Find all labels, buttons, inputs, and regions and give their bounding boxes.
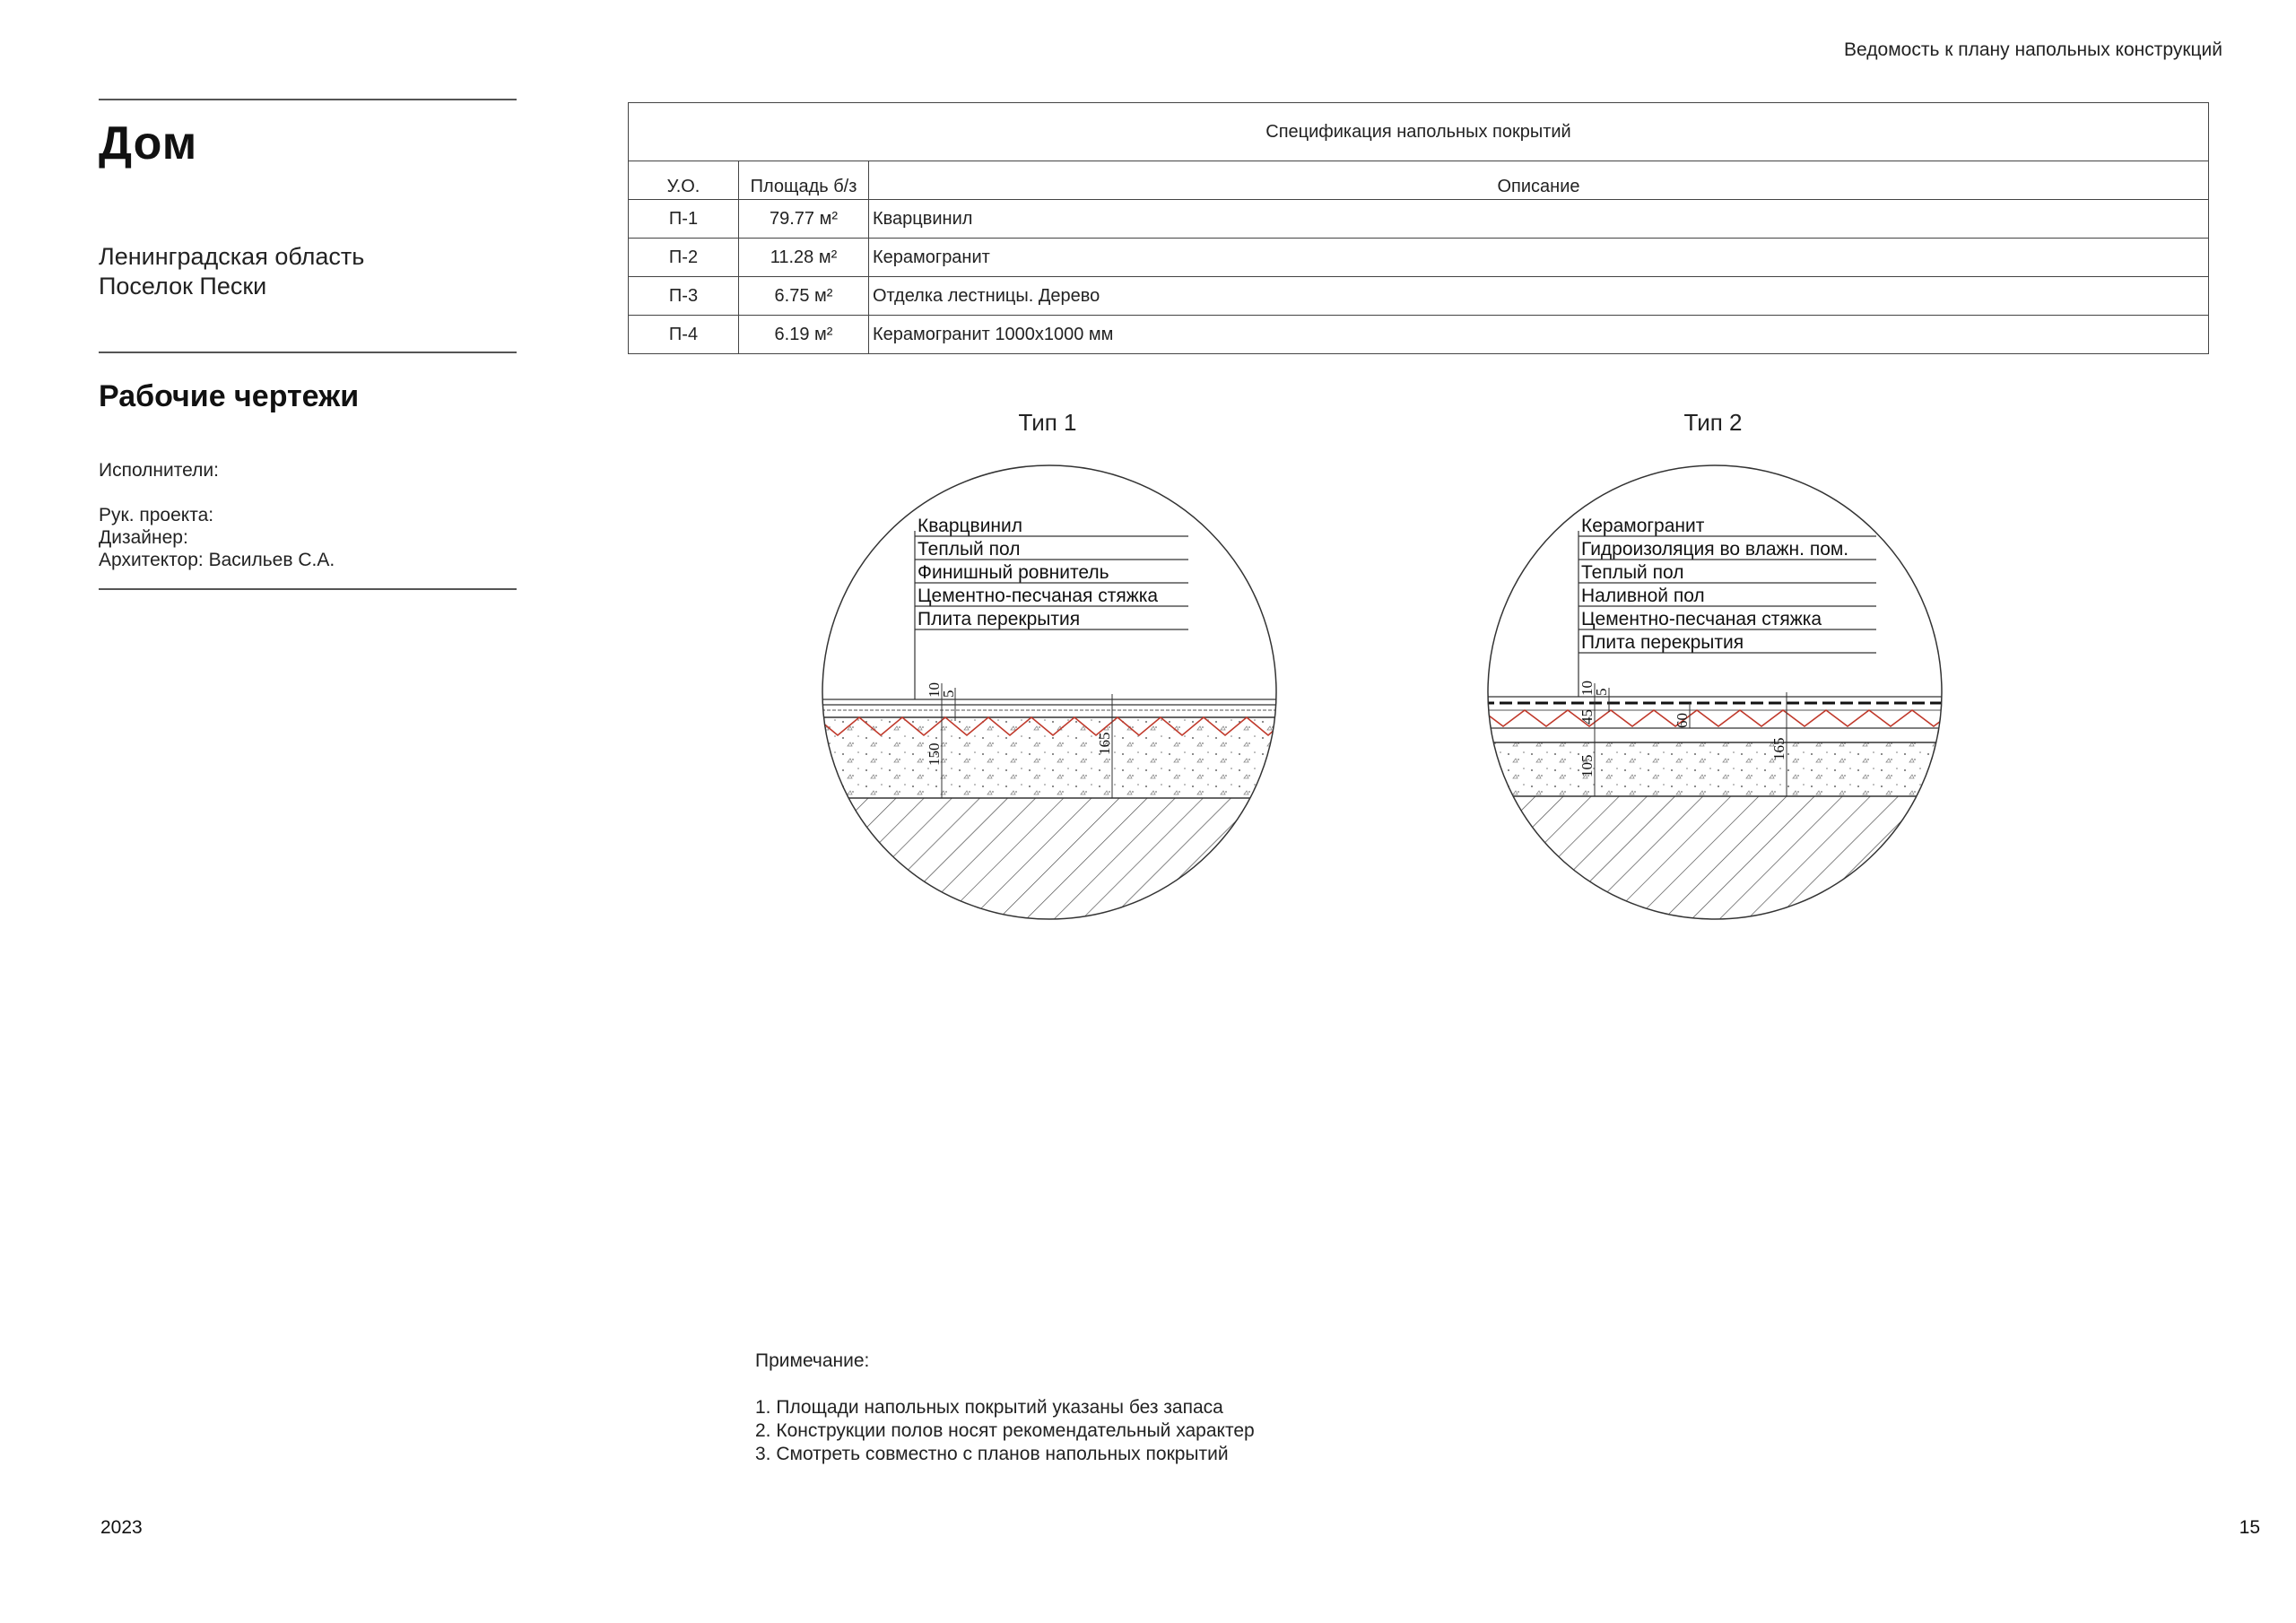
- address-line-1: Ленинградская область: [99, 243, 365, 270]
- divider-middle: [99, 352, 517, 353]
- divider-bottom: [99, 588, 517, 590]
- row-id: П-4: [629, 316, 739, 354]
- row-area: 6.19 м²: [739, 316, 869, 354]
- row-description: Отделка лестницы. Дерево: [869, 277, 2209, 316]
- team-block: [99, 459, 335, 571]
- table-row: [629, 200, 2209, 239]
- divider-top: [99, 99, 517, 100]
- row-id: П-2: [629, 239, 739, 277]
- dimension-label: 5: [1593, 688, 1610, 696]
- layer-label: Цементно-песчаная стяжка: [1581, 609, 1822, 629]
- layer-label: Плита перекрытия: [1581, 632, 1744, 653]
- dimension-label: 60: [1674, 713, 1691, 728]
- row-id: П-3: [629, 277, 739, 316]
- spec-table-caption: Спецификация напольных покрытий: [629, 103, 2209, 161]
- team-project-lead: Рук. проекта:: [99, 505, 214, 525]
- floor-section-type1: [816, 459, 1283, 925]
- column-header-id: У.О.: [629, 161, 739, 200]
- row-area: 6.75 м²: [739, 277, 869, 316]
- slab-hatch: [1482, 796, 1948, 925]
- note-item: 3. Смотреть совместно с планов напольных покрытий: [755, 1444, 1229, 1464]
- document-header: Ведомость к плану напольных конструкций: [1844, 39, 2222, 60]
- dimension-label: 10: [1578, 681, 1596, 696]
- floor-section-type2: [1482, 459, 1948, 925]
- notes-block: [755, 1350, 1255, 1466]
- layer-label: Керамогранит: [1581, 516, 1705, 536]
- table-row: [629, 239, 2209, 277]
- layer-label: Наливной пол: [1581, 586, 1705, 606]
- heating-pipe-zigzag: [1482, 710, 1948, 726]
- row-description: Керамогранит 1000х1000 мм: [869, 316, 2209, 354]
- footer-year: 2023: [100, 1517, 143, 1538]
- table-row: [629, 316, 2209, 354]
- notes-heading: Примечание:: [755, 1350, 870, 1371]
- row-description: Керамогранит: [869, 239, 2209, 277]
- row-area: 79.77 м²: [739, 200, 869, 239]
- table-row: [629, 277, 2209, 316]
- page-number: 15: [2239, 1517, 2260, 1538]
- screed-fill: [816, 717, 1283, 798]
- spec-table: [628, 102, 2209, 354]
- layer-label: Теплый пол: [1581, 562, 1684, 583]
- diagram-type1-title: Тип 1: [1018, 409, 1077, 436]
- team-heading: Исполнители:: [99, 460, 219, 481]
- screed-fill: [1482, 742, 1948, 796]
- layer-label: Цементно-песчаная стяжка: [918, 586, 1159, 606]
- spec-table-header: [629, 161, 2209, 200]
- row-description: Кварцвинил: [869, 200, 2209, 239]
- dimension-label: 5: [940, 690, 957, 698]
- layer-label: Финишный ровнитель: [918, 562, 1109, 583]
- dimension-label: 165: [1770, 737, 1787, 760]
- address-line-2: Поселок Пески: [99, 273, 267, 299]
- layer-label: Плита перекрытия: [918, 609, 1081, 629]
- section-title: Рабочие чертежи: [99, 379, 360, 413]
- layer-label: Гидроизоляция во влажн. пом.: [1581, 539, 1849, 560]
- diagram-type2-title: Тип 2: [1683, 409, 1743, 436]
- note-item: 2. Конструкции полов носят рекомендательный характер: [755, 1420, 1255, 1441]
- layer-label: Кварцвинил: [918, 516, 1023, 536]
- slab-hatch: [816, 798, 1283, 925]
- dimension-label: 45: [1578, 709, 1596, 725]
- row-area: 11.28 м²: [739, 239, 869, 277]
- column-header-area: Площадь б/з: [739, 161, 869, 200]
- team-designer: Дизайнер:: [99, 527, 188, 548]
- dimension-label: 165: [1096, 732, 1113, 755]
- dimension-label: 150: [926, 742, 943, 766]
- layer-label: Теплый пол: [918, 539, 1021, 560]
- team-architect: Архитектор: Васильев С.А.: [99, 550, 335, 570]
- column-header-description: Описание: [869, 161, 2209, 200]
- dimension-label: 105: [1578, 754, 1596, 777]
- project-title: Дом: [99, 117, 198, 169]
- project-address: [99, 242, 364, 301]
- row-id: П-1: [629, 200, 739, 239]
- dimension-label: 10: [926, 682, 943, 698]
- note-item: 1. Площади напольных покрытий указаны без запаса: [755, 1397, 1223, 1418]
